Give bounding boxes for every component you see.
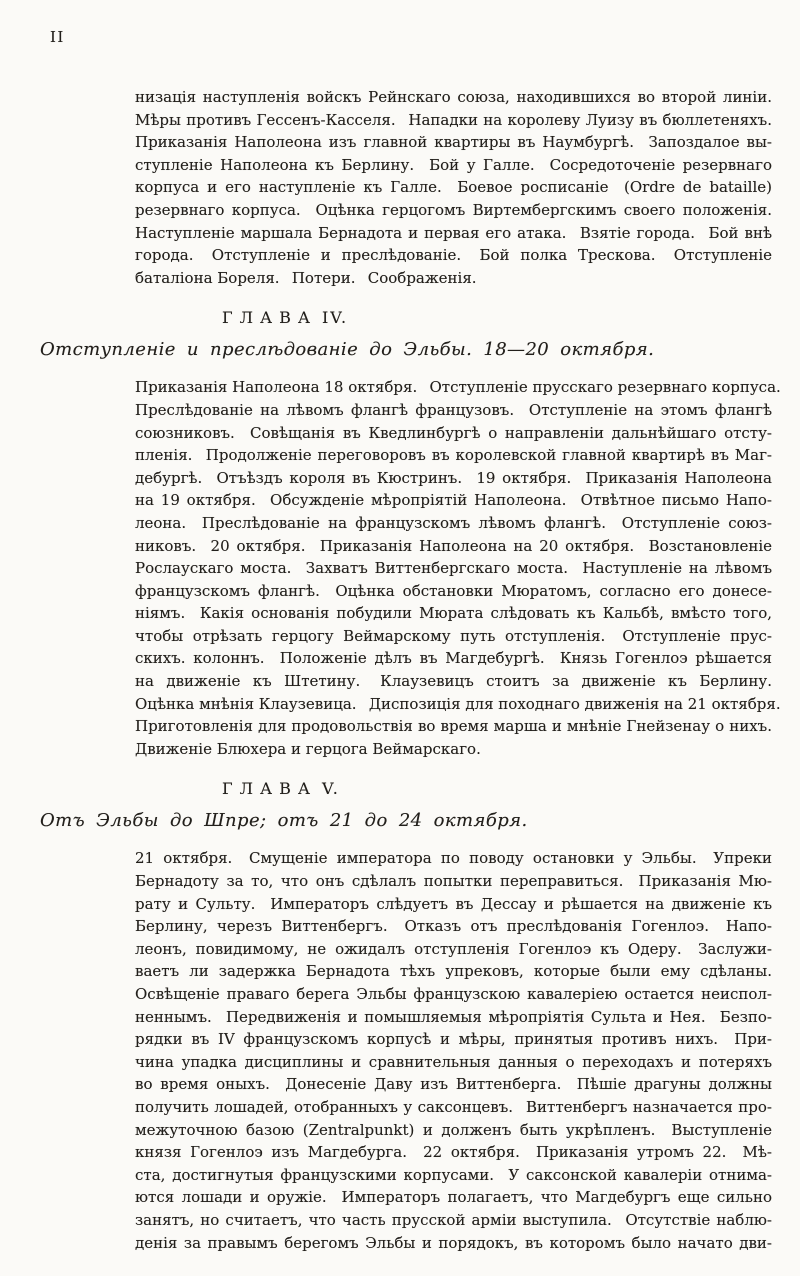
text-line: Преслѣдованіе на лѣвомъ флангѣ французовъ. Отступленіе на этомъ флангѣ [135, 400, 772, 419]
text-line: корпуса и его наступленіе къ Галле. Боевое росписаніе (Ordre de bataille) [135, 178, 772, 197]
text-line: Мѣры противъ Гессенъ-Касселя. Нападки на королеву Луизу въ бюллетеняхъ. [135, 110, 772, 129]
text-line: скихъ. колоннъ. Положеніе дѣлъ въ Магдебургѣ. Князь Гогенлоэ рѣшается [135, 649, 772, 668]
text-line: города. Отступленіе и преслѣдованіе. Бой полка Трескова. Отступленіе [135, 246, 772, 265]
text-line: рату и Сульту. Императоръ слѣдуетъ въ Дессау и рѣшается на движеніе къ [135, 894, 772, 913]
text-line: баталіона Бореля. Потери. Соображенія. [135, 268, 477, 287]
page-content [40, 0, 781, 1254]
text-line: дебургѣ. Отъѣздъ короля въ Кюстринъ. 19 октября. Приказанія Наполеона [135, 468, 772, 487]
page-number: II [50, 28, 65, 46]
text-line: леонъ, повидимому, не ожидалъ отступленія Гогенлоэ къ Одеру. Заслужи- [135, 939, 772, 958]
text-line: на 19 октября. Обсужденіе мѣропріятій Наполеона. Отвѣтное письмо Напо- [135, 491, 772, 510]
text-line: во время оныхъ. Донесеніе Даву изъ Виттенберга. Пѣшіе драгуны должны [135, 1075, 772, 1094]
text-line: Бернадоту за то, что онъ сдѣлалъ попытки переправиться. Приказанія Мю- [135, 872, 772, 891]
text-line: неннымъ. Передвиженія и помышляемыя мѣропріятія Сульта и Нея. Безпо- [135, 1007, 772, 1026]
text-line: получить лошадей, отобранныхъ у саксонцевъ. Виттенбергъ назначается про- [135, 1097, 772, 1116]
paragraph [135, 376, 781, 760]
paragraph [135, 847, 772, 1254]
text-line: Освѣщеніе праваго берега Эльбы французскою кавалеріею остается неиспол- [135, 985, 772, 1003]
text-line: чтобы отрѣзать герцогу Веймарскому путь отступленія. Отступленіе прус- [135, 626, 772, 645]
text-line: чина упадка дисциплины и сравнительныя данныя о переходахъ и потеряхъ [135, 1052, 772, 1071]
text-line: межуточною базою (Zentralpunkt) и долженъ быть укрѣпленъ. Выступленіе [135, 1120, 772, 1139]
text-line: Приказанія Наполеона изъ главной квартиры въ Наумбургѣ. Запоздалое вы- [135, 133, 772, 152]
text-line: леона. Преслѣдованіе на французскомъ лѣвомъ флангѣ. Отступленіе союз- [135, 513, 772, 532]
text-line: денія за правымъ берегомъ Эльбы и порядокъ, въ которомъ было начато дви- [135, 1233, 772, 1252]
text-line: Берлину, черезъ Виттенбергъ. Отказъ отъ преслѣдованія Гогенлоэ. Напо- [135, 917, 772, 936]
text-line: рядки въ IV французскомъ корпусѣ и мѣры, принятыя противъ нихъ. При- [135, 1030, 772, 1049]
text-line: ступленіе Наполеона къ Берлину. Бой у Галле. Сосредоточеніе резервнаго [135, 155, 772, 174]
text-line: Наступленіе маршала Бернадота и первая его атака. Взятіе города. Бой внѣ [135, 223, 772, 242]
text-line: Движеніе Блюхера и герцога Веймарскаго. [135, 739, 481, 758]
text-line: низація наступленія войскъ Рейнскаго союза, находившихся во второй линіи. [135, 88, 772, 106]
text-line: резервнаго корпуса. Оцѣнка герцогомъ Виртембергскимъ своего положенія. [135, 200, 772, 219]
text-line: Оцѣнка мнѣнія Клаузевица. Диспозиція для походнаго движенія на 21 октября. [135, 694, 781, 713]
text-line: 21 октября. Смущеніе императора по поводу остановки у Эльбы. Упреки [135, 849, 772, 868]
text-line: французскомъ флангѣ. Оцѣнка обстановки Мюратомъ, согласно его донесе- [135, 581, 772, 600]
chapter-heading [222, 307, 772, 329]
text-line: пленія. Продолженіе переговоровъ въ королевской главной квартирѣ въ Маг- [135, 446, 772, 465]
paragraph [135, 86, 772, 289]
text-line: Рослаускаго моста. Захватъ Виттенбергскаго моста. Наступленіе на лѣвомъ [135, 559, 772, 578]
chapter-subtitle: Отступленіе и преслѣдованіе до Эльбы. 18—20 октября. [40, 339, 655, 361]
text-line: занятъ, но считаетъ, что часть прусской арміи выступила. Отсутствіе наблю- [135, 1210, 772, 1229]
chapter-heading-numeral: V. [321, 779, 340, 799]
text-line: Приготовленія для продовольствія во время марша и мнѣніе Гнейзенау о нихъ. [135, 717, 772, 736]
chapter-heading-numeral: IV. [321, 308, 349, 328]
text-line: Приказанія Наполеона 18 октября. Отступленіе прусскаго резервнаго корпуса. [135, 378, 781, 397]
text-line: союзниковъ. Совѣщанія въ Кведлинбургѣ о направленіи дальнѣйшаго отсту- [135, 423, 772, 442]
text-line: ются лошади и оружіе. Императоръ полагаетъ, что Магдебургъ еще сильно [135, 1188, 772, 1207]
text-line: ста, достигнутыя французскими корпусами. У саксонской кавалеріи отнима- [135, 1165, 772, 1184]
text-line: князя Гогенлоэ изъ Магдебурга. 22 октября. Приказанія утромъ 22. Мѣ- [135, 1143, 772, 1162]
text-line: ніямъ. Какія основанія побудили Мюрата слѣдовать къ Кальбѣ, вмѣсто того, [135, 604, 772, 623]
text-line: на движеніе къ Штетину. Клаузевицъ стоитъ за движеніе къ Берлину. [135, 672, 772, 691]
text-line: ваетъ ли задержка Бернадота тѣхъ упрековъ, которые были ему сдѣланы. [135, 962, 772, 981]
chapter-heading-word: ГЛАВА [222, 308, 317, 328]
chapter-heading-word: ГЛАВА [222, 779, 317, 799]
chapter-heading [222, 778, 772, 800]
chapter-subtitle: Отъ Эльбы до Шпре; отъ 21 до 24 октября. [40, 810, 528, 832]
text-line: никовъ. 20 октября. Приказанія Наполеона на 20 октября. Возстановленіе [135, 536, 772, 555]
